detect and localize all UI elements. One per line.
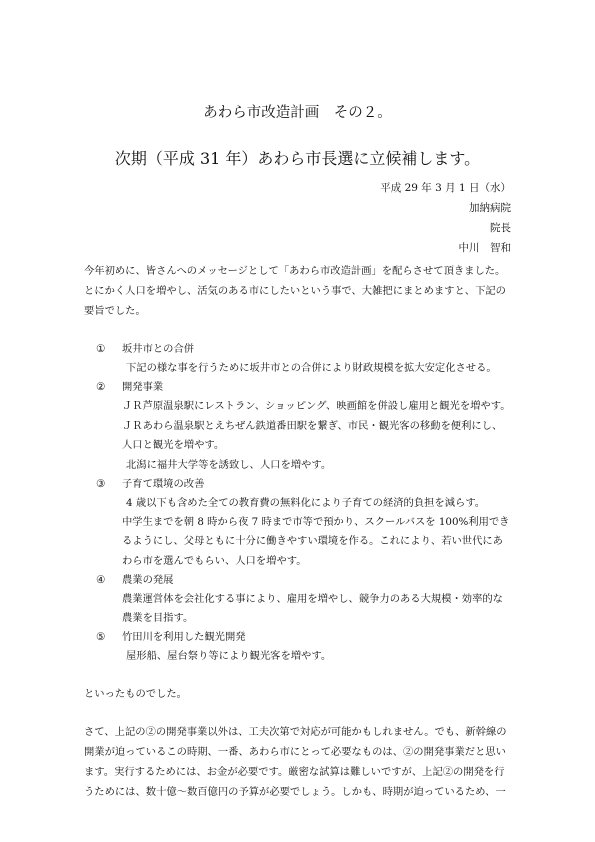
item-number: ③ bbox=[96, 478, 106, 490]
item-title: 農業の発展 bbox=[122, 574, 174, 586]
list-item-heading bbox=[96, 340, 194, 355]
item-title: 開発事業 bbox=[122, 381, 164, 393]
document-subtitle: 次期（平成 31 年）あわら市長選に立候補します。 bbox=[114, 149, 481, 168]
item-text-line: 農業を目指す。 bbox=[122, 612, 194, 624]
list-item-heading bbox=[96, 571, 173, 586]
item-text-line: 人口と観光を増やす。 bbox=[122, 439, 225, 451]
item-text-line: るようにし、父母ともに十分に働きやすい環境を作る。これにより、若い世代にあ bbox=[122, 535, 503, 547]
intro-line: 今年初めに、皆さんへのメッセージとして「あわら市改造計画」を配らさせて頂きました。 bbox=[84, 265, 506, 277]
item-number: ① bbox=[96, 343, 106, 355]
body-line: うためには、数十億～数百億円の予算が必要でしょう。しかも、時期が迫っているため、一 bbox=[84, 786, 506, 798]
item-text-line: ＪＲあわら温泉駅とえちぜん鉄道番田駅を繋ぎ、市民・観光客の移動を便利にし、 bbox=[122, 420, 503, 432]
item-text-line: 4 歳以下も含めた全ての教育費の無料化により子育ての経済的負担を減らす。 bbox=[126, 497, 486, 509]
list-item-heading bbox=[96, 378, 163, 393]
item-number: ⑤ bbox=[96, 631, 106, 643]
item-number: ④ bbox=[96, 574, 106, 586]
item-text-line: わら市を選んでもらい、人口を増やす。 bbox=[122, 555, 307, 567]
item-text-line: 屋形船、屋台祭り等により観光客を増やす。 bbox=[126, 650, 332, 662]
document-title: あわら市改造計画 その２。 bbox=[203, 105, 392, 121]
intro-line: 要旨でした。 bbox=[84, 305, 146, 317]
item-text-line: 中学生までを朝 8 時から夜 7 時まで市等で預かり、スクールバスを 100%利用でき bbox=[122, 516, 510, 528]
item-text-line: ＪＲ芦原温泉駅にレストラン、ショッピング、映画館を併設し雇用と観光を増やす。 bbox=[122, 400, 511, 412]
item-title: 竹田川を利用した観光開発 bbox=[122, 631, 246, 643]
body-line: さて、上記の②の開発事業以外は、工夫次第で対応が可能かもしれません。でも、新幹線の bbox=[84, 726, 507, 738]
intro-line: とにかく人口を増やし、活気のある市にしたいという事で、大雑把にまとめますと、下記の bbox=[84, 285, 506, 297]
item-text-line: 下記の様な事を行うために坂井市との合併により財政規模を拡大安定化させる。 bbox=[126, 362, 497, 374]
author-name: 中川 智和 bbox=[458, 242, 511, 254]
body-line: ます。実行するためには、お金が必要です。厳密な試算は難しいですが、上記②の開発を行 bbox=[84, 766, 505, 778]
list-item-heading bbox=[96, 628, 246, 643]
body-line: 開業が迫っているこの時期、一番、あわら市にとって必要なものは、②の開発事業だと思い bbox=[84, 746, 506, 758]
item-title: 子育て環境の改善 bbox=[122, 478, 205, 490]
closing-line: といったものでした。 bbox=[84, 688, 187, 700]
item-title: 坂井市との合併 bbox=[122, 343, 195, 355]
item-number: ② bbox=[96, 381, 106, 393]
item-text-line: 北潟に福井大学等を誘致し、人口を増やす。 bbox=[126, 459, 332, 471]
author-position: 院長 bbox=[490, 222, 511, 234]
organization: 加納病院 bbox=[469, 202, 511, 214]
list-item-heading bbox=[96, 475, 204, 490]
item-text-line: 農業運営体を会社化する事により、雇用を増やし、競争力のある大規模・効率的な bbox=[122, 593, 503, 605]
date: 平成 29 年 3 月 1 日（水） bbox=[380, 182, 511, 194]
